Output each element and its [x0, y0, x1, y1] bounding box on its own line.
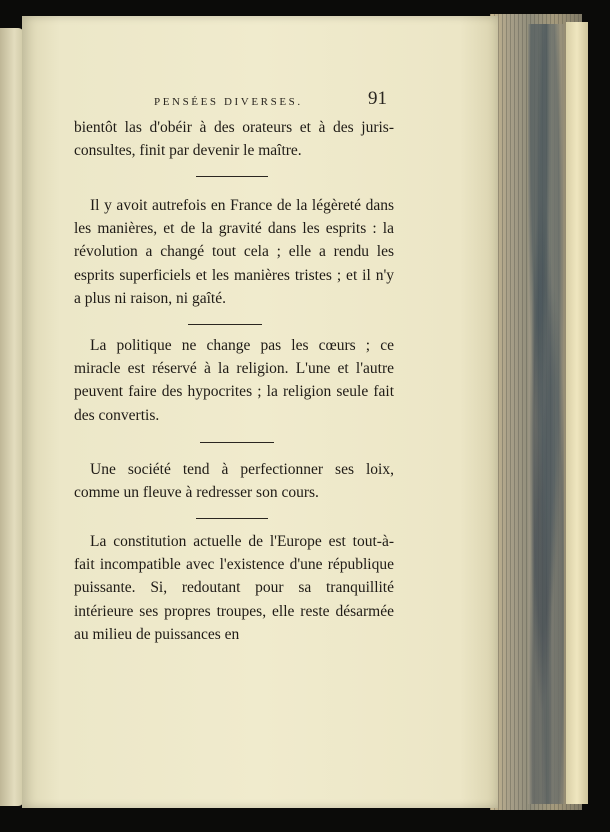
- running-header: [154, 90, 394, 112]
- header-title: PENSÉES DIVERSES.: [154, 96, 303, 108]
- section-divider: [188, 324, 262, 325]
- left-page-edge: [0, 28, 24, 806]
- paragraph: bientôt las d'obéir à des orateurs et à des juris-consultes, finit par devenir le maître.: [74, 119, 394, 160]
- section-divider: [196, 518, 268, 519]
- section-divider: [200, 442, 274, 443]
- page-number: 91: [368, 88, 387, 109]
- paragraph: La constitution actuelle de l'Europe est tout-à-fait incompatible avec l'existence d'une république puissante. Si, redoutant pour sa tranquillité intérieure ses propres troupes, elle reste désarmée au milieu de puissances en: [74, 533, 394, 643]
- paragraph: La politique ne change pas les cœurs ; ce miracle est réservé à la religion. L'une et l'autre peuvent faire des hypocrites ; la religion seule fait des convertis.: [74, 337, 394, 424]
- book-cover-edge: [566, 22, 588, 804]
- paragraph: Il y avoit autrefois en France de la légèreté dans les manières, et de la gravité dans les esprits : la révolution a changé tout cela ; elle a rendu les esprits superficiels et les manières tristes ; et il n'y a plus ni raison, ni gaîté.: [74, 197, 394, 307]
- marbled-edge: [528, 24, 564, 804]
- paragraph: Une société tend à perfectionner ses loix, comme un fleuve à redresser son cours.: [74, 461, 394, 502]
- section-divider: [196, 176, 268, 177]
